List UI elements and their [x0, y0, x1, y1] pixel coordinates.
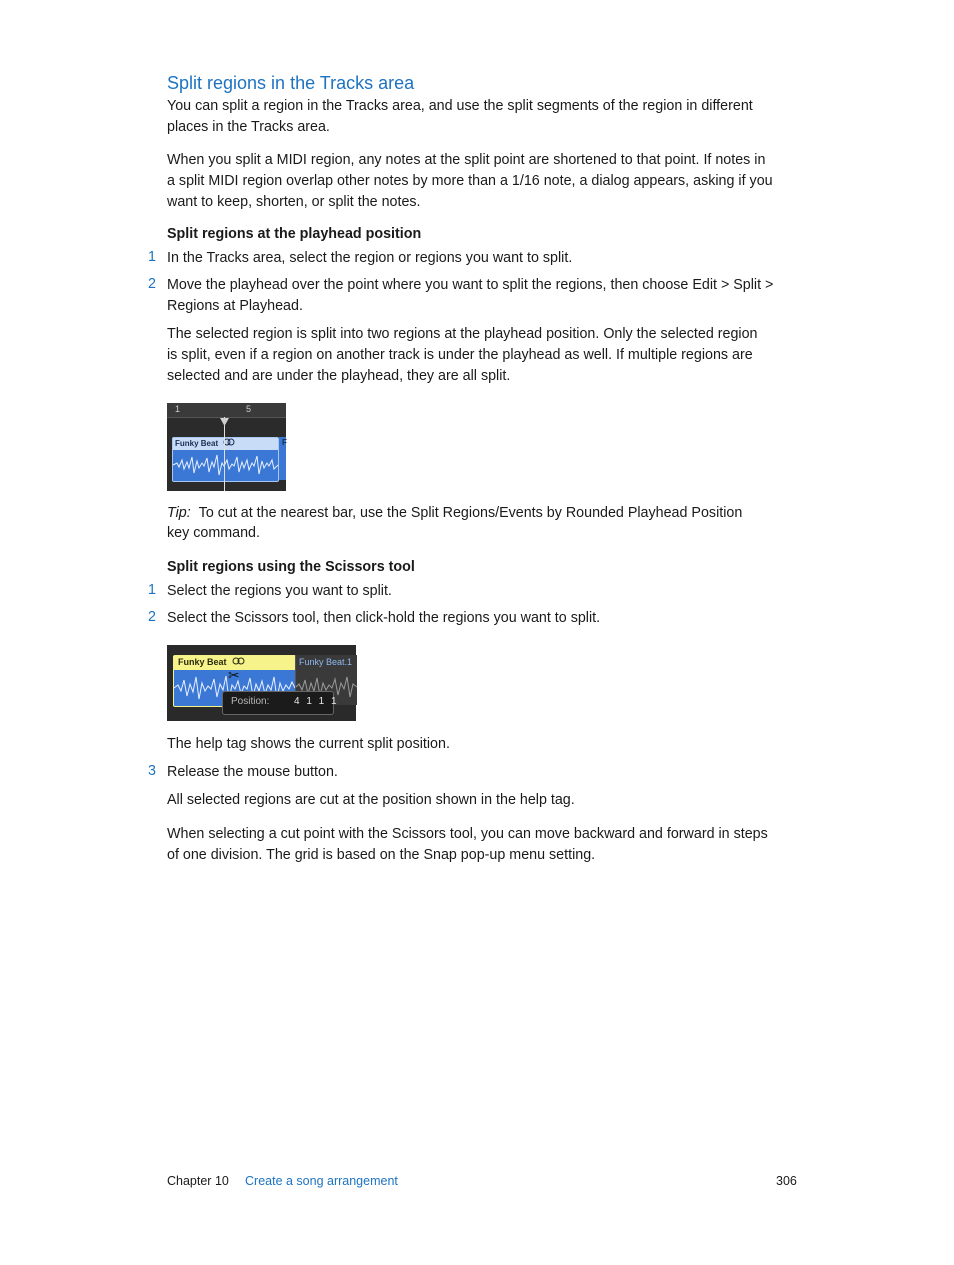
playhead-split-figure [167, 403, 286, 491]
subheading-scissors: Split regions using the Scissors tool [167, 559, 415, 575]
intro-line-1: You can split a region in the Tracks area, and use the split segments of the region in different [167, 98, 753, 114]
cut-point-line-1: When selecting a cut point with the Scissors tool, you can move backward and forward in steps [167, 826, 768, 842]
help-tag-label: Position: [231, 696, 270, 707]
result-line-1: The selected region is split into two regions at the playhead position. Only the selected region [167, 326, 758, 342]
help-tag-value: 4 1 1 1 [294, 696, 339, 707]
region-name: Funky Beat.1 [299, 657, 353, 667]
waveform [173, 451, 278, 479]
ruler-label: 1 [175, 404, 181, 414]
step-number: 3 [148, 763, 156, 779]
footer-chapter-link[interactable]: Create a song arrangement [245, 1174, 398, 1188]
ruler-label: 5 [246, 404, 252, 414]
next-region-label: F [282, 438, 287, 447]
tip-label: Tip: [167, 505, 191, 521]
timeline-ruler [167, 403, 286, 418]
step-number: 1 [148, 582, 156, 598]
result-text: All selected regions are cut at the position shown in the help tag. [167, 792, 575, 808]
result-line-2: is split, even if a region on another track is under the playhead as well. If multiple regions are [167, 347, 753, 363]
scissors-split-figure [167, 645, 356, 721]
result-line-3: selected and are under the playhead, they are all split. [167, 368, 511, 384]
step-text: Move the playhead over the point where you want to split the regions, then choose Edit > Split > [167, 277, 774, 293]
scissors-icon: ✂ [228, 667, 240, 683]
step-text-continued: Regions at Playhead. [167, 298, 303, 314]
region-name: Funky Beat [178, 657, 245, 667]
page-number: 306 [776, 1174, 797, 1188]
tip-line-1 [167, 503, 807, 524]
tip-line-2: key command. [167, 525, 260, 541]
step-number: 2 [148, 609, 156, 625]
step-text: Select the regions you want to split. [167, 583, 392, 599]
midi-line-3: want to keep, shorten, or split the notes. [167, 194, 421, 210]
help-tag-note: The help tag shows the current split position. [167, 736, 450, 752]
section-title: Split regions in the Tracks area [167, 73, 415, 93]
playhead-handle-icon [220, 418, 229, 426]
step-text: Release the mouse button. [167, 764, 338, 780]
intro-line-2: places in the Tracks area. [167, 119, 330, 135]
region-name: Funky Beat [175, 438, 235, 448]
cut-point-line-2: of one division. The grid is based on the Snap pop-up menu setting. [167, 847, 596, 863]
tip-text: To cut at the nearest bar, use the Split Regions/Events by Rounded Playhead Position [198, 505, 743, 521]
step-text: Select the Scissors tool, then click-hold the regions you want to split. [167, 610, 601, 626]
footer-chapter: Chapter 10 [167, 1174, 229, 1188]
midi-line-2: a split MIDI region overlap other notes by more than a 1/16 note, a dialog appears, asking if you [167, 173, 773, 189]
step-number: 2 [148, 276, 156, 292]
subheading-playhead: Split regions at the playhead position [167, 226, 422, 242]
playhead-line [224, 417, 225, 491]
loop-icon [232, 657, 245, 667]
midi-line-1: When you split a MIDI region, any notes at the split point are shortened to that point. If notes in [167, 152, 766, 168]
loop-icon [223, 438, 235, 448]
step-number: 1 [148, 249, 156, 265]
step-text: In the Tracks area, select the region or regions you want to split. [167, 250, 573, 266]
